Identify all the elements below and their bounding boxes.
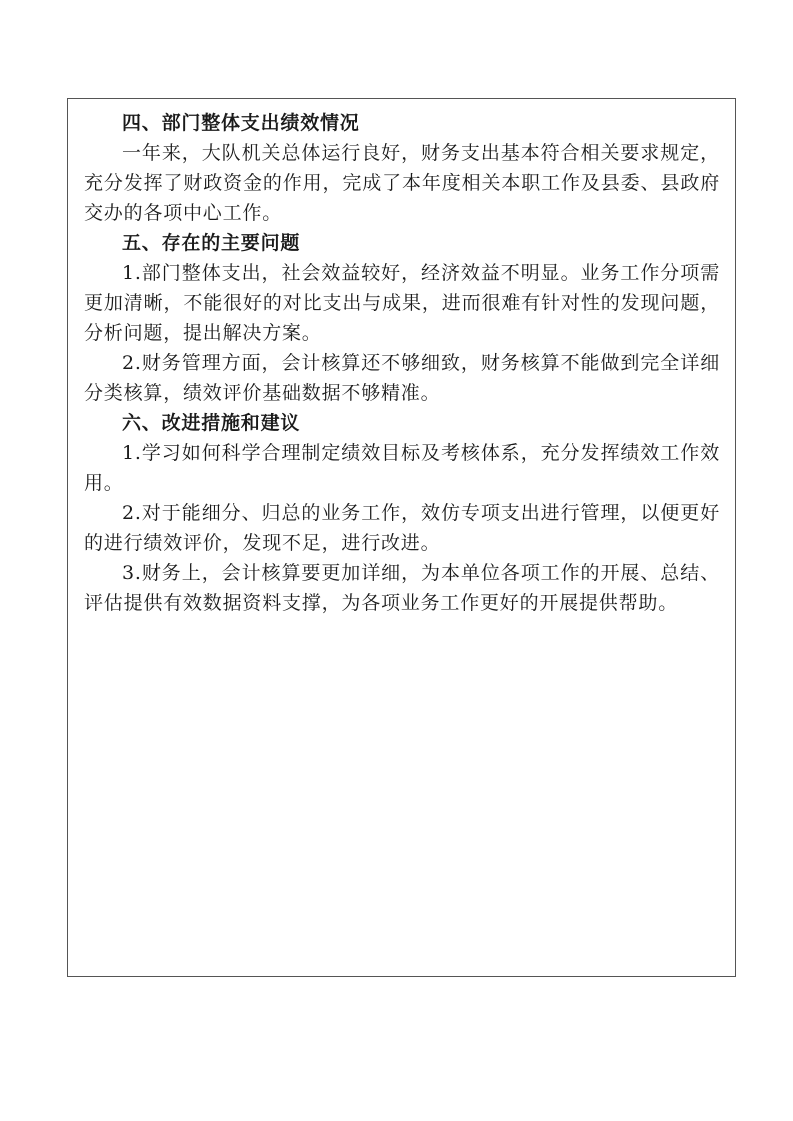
section-heading-improvements: 六、改进措施和建议: [122, 412, 301, 434]
document-body: [84, 108, 720, 618]
paragraph: 2.财务管理方面，会计核算还不够细致，财务核算不能做到完全详细分类核算，绩效评价基础数据不够精准。: [84, 352, 720, 404]
paragraph: 1.部门整体支出，社会效益较好，经济效益不明显。业务工作分项需更加清晰，不能很好的对比支出与成果，进而很难有针对性的发现问题，分析问题，提出解决方案。: [84, 262, 720, 344]
paragraph: 2.对于能细分、归总的业务工作，效仿专项支出进行管理，以便更好的进行绩效评价，发现不足，进行改进。: [84, 502, 720, 554]
paragraph: 1.学习如何科学合理制定绩效目标及考核体系，充分发挥绩效工作效用。: [84, 442, 720, 494]
section-heading-problems: 五、存在的主要问题: [122, 232, 301, 254]
paragraph: 3.财务上，会计核算要更加详细，为本单位各项工作的开展、总结、评估提供有效数据资料支撑，为各项业务工作更好的开展提供帮助。: [84, 562, 720, 614]
section-heading-performance: 四、部门整体支出绩效情况: [122, 112, 360, 134]
paragraph: 一年来，大队机关总体运行良好，财务支出基本符合相关要求规定，充分发挥了财政资金的作用，完成了本年度相关本职工作及县委、县政府交办的各项中心工作。: [84, 142, 720, 224]
